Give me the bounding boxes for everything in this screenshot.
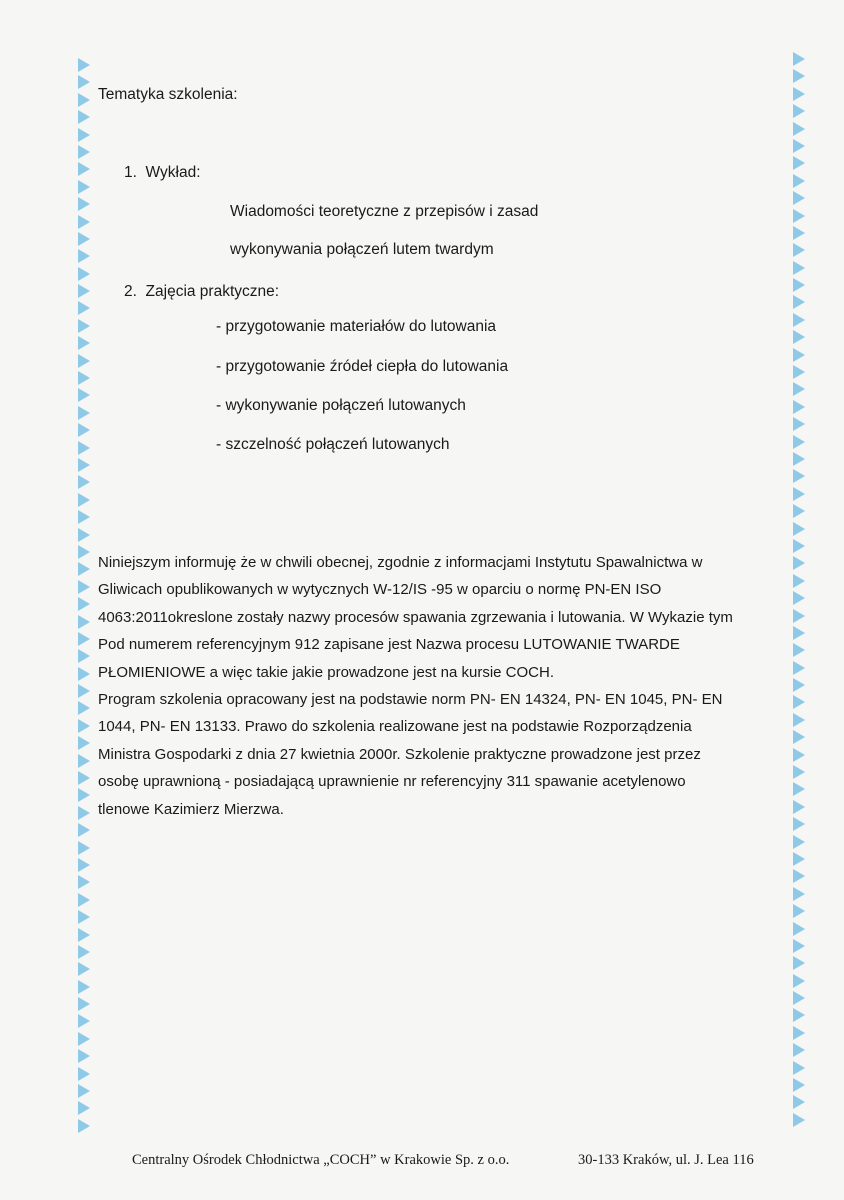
- border-triangle-icon: [793, 730, 805, 744]
- border-triangle-icon: [793, 469, 805, 483]
- lecture-line-1: Wiadomości teoretyczne z przepisów i zasad: [230, 203, 539, 220]
- paragraph-line: Gliwicach opublikowanych w wytycznych W-12/IS -95 w oparciu o normę PN-EN ISO: [98, 581, 662, 599]
- left-triangle-border: [78, 58, 92, 1136]
- border-triangle-icon: [793, 295, 805, 309]
- border-triangle-icon: [78, 319, 90, 333]
- border-triangle-icon: [78, 58, 90, 72]
- border-triangle-icon: [793, 209, 805, 223]
- practical-bullet-4: - szczelność połączeń lutowanych: [216, 436, 450, 453]
- border-triangle-icon: [793, 104, 805, 118]
- border-triangle-icon: [793, 800, 805, 814]
- practical-bullet-3: - wykonywanie połączeń lutowanych: [216, 397, 466, 414]
- paragraph-line: 4063:2011okreslone zostały nazwy procesów spawania zgrzewania i lutowania. W Wykazie tym: [98, 608, 733, 626]
- paragraph-line: Niniejszym informuję że w chwili obecnej, zgodnie z informacjami Instytutu Spawalnictwa w: [98, 554, 703, 571]
- practical-bullet-1: - przygotowanie materiałów do lutowania: [216, 318, 497, 335]
- border-triangle-icon: [793, 748, 805, 762]
- footer-address: 30-133 Kraków, ul. J. Lea 116: [578, 1152, 754, 1168]
- border-triangle-icon: [78, 1084, 90, 1098]
- border-triangle-icon: [793, 835, 805, 849]
- border-triangle-icon: [793, 435, 805, 449]
- border-triangle-icon: [793, 1043, 805, 1057]
- border-triangle-icon: [793, 661, 805, 675]
- border-triangle-icon: [793, 539, 805, 553]
- border-triangle-icon: [78, 771, 90, 785]
- border-triangle-icon: [793, 156, 805, 170]
- border-triangle-icon: [78, 1014, 90, 1028]
- border-triangle-icon: [78, 267, 90, 281]
- border-triangle-icon: [78, 649, 90, 663]
- paragraph-line: 1044, PN- EN 13133. Prawo do szkolenia realizowane jest na podstawie Rozporządzenia: [98, 718, 692, 736]
- border-triangle-icon: [78, 910, 90, 924]
- border-triangle-icon: [78, 1032, 90, 1046]
- border-triangle-icon: [793, 887, 805, 901]
- border-triangle-icon: [78, 962, 90, 976]
- footer-company-name: Centralny Ośrodek Chłodnictwa „COCH” w Krakowie Sp. z o.o.: [132, 1152, 510, 1168]
- border-triangle-icon: [78, 545, 90, 559]
- border-triangle-icon: [78, 1067, 90, 1081]
- border-triangle-icon: [793, 817, 805, 831]
- border-triangle-icon: [78, 371, 90, 385]
- border-triangle-icon: [793, 139, 805, 153]
- border-triangle-icon: [78, 145, 90, 159]
- border-triangle-icon: [793, 122, 805, 136]
- border-triangle-icon: [793, 609, 805, 623]
- border-triangle-icon: [793, 1026, 805, 1040]
- border-triangle-icon: [78, 354, 90, 368]
- border-triangle-icon: [793, 330, 805, 344]
- border-triangle-icon: [793, 452, 805, 466]
- border-triangle-icon: [793, 382, 805, 396]
- border-triangle-icon: [78, 458, 90, 472]
- paragraph-line: tlenowe Kazimierz Mierzwa.: [98, 800, 284, 818]
- border-triangle-icon: [793, 1078, 805, 1092]
- border-triangle-icon: [78, 823, 90, 837]
- border-triangle-icon: [793, 991, 805, 1005]
- border-triangle-icon: [78, 232, 90, 246]
- information-paragraph: [98, 549, 788, 823]
- practical-bullet-2: - przygotowanie źródeł ciepła do lutowania: [216, 358, 509, 375]
- border-triangle-icon: [78, 980, 90, 994]
- border-triangle-icon: [793, 556, 805, 570]
- lecture-line-2: wykonywania połączeń lutem twardym: [230, 241, 494, 258]
- border-triangle-icon: [793, 52, 805, 66]
- border-triangle-icon: [78, 754, 90, 768]
- border-triangle-icon: [78, 1049, 90, 1063]
- border-triangle-icon: [78, 701, 90, 715]
- border-triangle-icon: [793, 487, 805, 501]
- border-triangle-icon: [793, 522, 805, 536]
- border-triangle-icon: [78, 997, 90, 1011]
- border-triangle-icon: [78, 597, 90, 611]
- border-triangle-icon: [793, 591, 805, 605]
- border-triangle-icon: [793, 1095, 805, 1109]
- border-triangle-icon: [78, 301, 90, 315]
- paragraph-line: Pod numerem referencyjnym 912 zapisane jest Nazwa procesu LUTOWANIE TWARDE: [98, 636, 680, 654]
- border-triangle-icon: [793, 782, 805, 796]
- border-triangle-icon: [78, 788, 90, 802]
- border-triangle-icon: [793, 69, 805, 83]
- border-triangle-icon: [793, 869, 805, 883]
- border-triangle-icon: [78, 93, 90, 107]
- paragraph-line: Ministra Gospodarki z dnia 27 kwietnia 2000r. Szkolenie praktyczne prowadzone jest przez: [98, 745, 701, 763]
- border-triangle-icon: [793, 1061, 805, 1075]
- border-triangle-icon: [78, 284, 90, 298]
- border-triangle-icon: [78, 736, 90, 750]
- border-triangle-icon: [793, 626, 805, 640]
- border-triangle-icon: [78, 162, 90, 176]
- border-triangle-icon: [793, 226, 805, 240]
- training-topics-heading: Tematyka szkolenia:: [98, 86, 238, 103]
- item-lecture-label: 1. Wykład:: [124, 164, 201, 181]
- border-triangle-icon: [78, 580, 90, 594]
- border-triangle-icon: [78, 388, 90, 402]
- paragraph-line: Program szkolenia opracowany jest na podstawie norm PN- EN 14324, PN- EN 1045, PN- EN: [98, 691, 723, 709]
- border-triangle-icon: [793, 1008, 805, 1022]
- border-triangle-icon: [793, 713, 805, 727]
- border-triangle-icon: [78, 423, 90, 437]
- border-triangle-icon: [78, 928, 90, 942]
- right-triangle-border: [793, 52, 807, 1130]
- border-triangle-icon: [793, 417, 805, 431]
- border-triangle-icon: [793, 313, 805, 327]
- border-triangle-icon: [78, 615, 90, 629]
- border-triangle-icon: [78, 684, 90, 698]
- border-triangle-icon: [78, 806, 90, 820]
- border-triangle-icon: [78, 945, 90, 959]
- border-triangle-icon: [78, 632, 90, 646]
- border-triangle-icon: [78, 75, 90, 89]
- border-triangle-icon: [793, 261, 805, 275]
- border-triangle-icon: [78, 667, 90, 681]
- border-triangle-icon: [793, 174, 805, 188]
- border-triangle-icon: [793, 956, 805, 970]
- border-triangle-icon: [78, 562, 90, 576]
- border-triangle-icon: [793, 348, 805, 362]
- border-triangle-icon: [78, 493, 90, 507]
- border-triangle-icon: [793, 191, 805, 205]
- border-triangle-icon: [78, 128, 90, 142]
- border-triangle-icon: [793, 574, 805, 588]
- border-triangle-icon: [793, 365, 805, 379]
- border-triangle-icon: [78, 719, 90, 733]
- border-triangle-icon: [78, 858, 90, 872]
- border-triangle-icon: [793, 765, 805, 779]
- border-triangle-icon: [78, 180, 90, 194]
- border-triangle-icon: [793, 400, 805, 414]
- border-triangle-icon: [78, 249, 90, 263]
- border-triangle-icon: [78, 1119, 90, 1133]
- border-triangle-icon: [78, 841, 90, 855]
- border-triangle-icon: [78, 510, 90, 524]
- border-triangle-icon: [793, 278, 805, 292]
- border-triangle-icon: [793, 1113, 805, 1127]
- border-triangle-icon: [793, 904, 805, 918]
- paragraph-line: osobę uprawnioną - posiadającą uprawnienie nr referencyjny 311 spawanie acetylenowo: [98, 773, 686, 791]
- border-triangle-icon: [793, 974, 805, 988]
- border-triangle-icon: [78, 406, 90, 420]
- border-triangle-icon: [793, 678, 805, 692]
- border-triangle-icon: [78, 336, 90, 350]
- border-triangle-icon: [78, 893, 90, 907]
- border-triangle-icon: [793, 87, 805, 101]
- border-triangle-icon: [78, 197, 90, 211]
- border-triangle-icon: [793, 243, 805, 257]
- border-triangle-icon: [793, 504, 805, 518]
- border-triangle-icon: [78, 110, 90, 124]
- border-triangle-icon: [793, 852, 805, 866]
- border-triangle-icon: [78, 475, 90, 489]
- border-triangle-icon: [78, 441, 90, 455]
- border-triangle-icon: [78, 528, 90, 542]
- border-triangle-icon: [78, 875, 90, 889]
- border-triangle-icon: [78, 1101, 90, 1115]
- paragraph-line: PŁOMIENIOWE a więc takie jakie prowadzone jest na kursie COCH.: [98, 663, 554, 681]
- border-triangle-icon: [793, 922, 805, 936]
- border-triangle-icon: [78, 215, 90, 229]
- item-practical-label: 2. Zajęcia praktyczne:: [124, 283, 280, 300]
- border-triangle-icon: [793, 643, 805, 657]
- border-triangle-icon: [793, 939, 805, 953]
- border-triangle-icon: [793, 695, 805, 709]
